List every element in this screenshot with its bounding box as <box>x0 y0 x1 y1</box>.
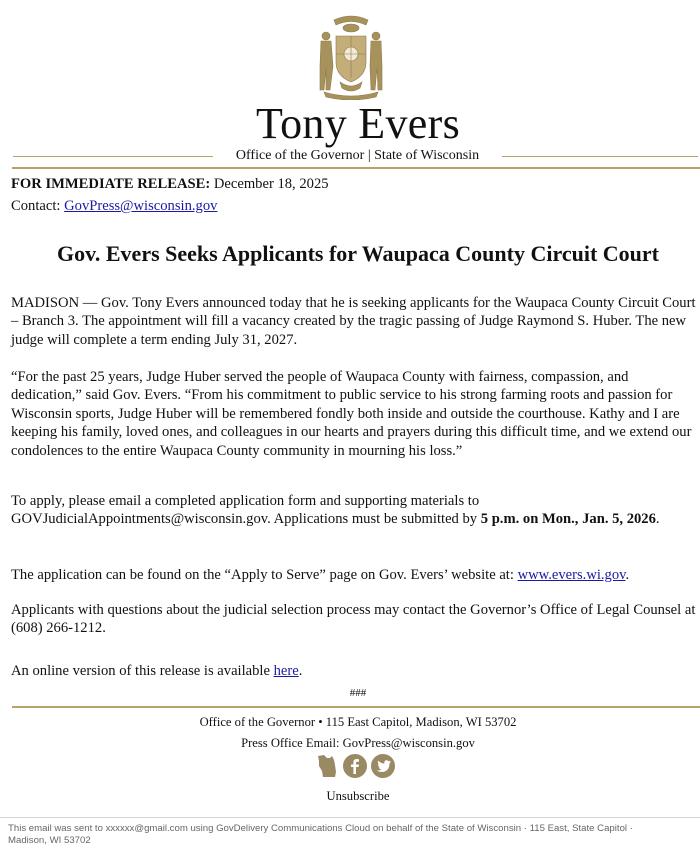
body-paragraph-4 <box>11 566 699 584</box>
governor-name-wordmark: Tony Evers <box>256 99 460 148</box>
twitter-icon[interactable] <box>371 754 395 778</box>
social-icons <box>315 753 395 779</box>
evers-website-link[interactable]: www.evers.wi.gov <box>517 567 626 583</box>
apply-text-end: . <box>655 511 660 528</box>
unsubscribe-link[interactable]: Unsubscribe <box>326 789 390 803</box>
apply-text: To apply, please email a completed application form and supporting materials to GOVJudicialAppointments@wisconsin.gov. Applications must be submitted by <box>11 493 481 528</box>
online-version-text: An online version of this release is available <box>11 663 274 679</box>
office-separator: | <box>367 148 371 163</box>
wisconsin-seal-logo <box>312 10 390 100</box>
office-subtitle <box>213 147 502 165</box>
header-rule-right <box>502 156 698 157</box>
headline: Gov. Evers Seeks Applicants for Waupaca County Circuit Court <box>56 241 659 266</box>
online-version-link[interactable]: here <box>273 663 299 679</box>
end-mark: ### <box>349 687 367 699</box>
header-divider <box>12 167 700 169</box>
disclaimer-divider <box>0 817 700 818</box>
deadline-text: 5 p.m. on Mon., Jan. 5, 2026 <box>480 511 656 528</box>
online-version-text-end: . <box>298 663 303 679</box>
email-disclaimer: This email was sent to xxxxxx@gmail.com using GovDelivery Communications Cloud on behalf of the State of Wisconsin · 115 East, State Capitol · Madison, WI 53702 <box>8 823 633 846</box>
header-rule-left <box>13 156 213 157</box>
release-line <box>11 175 699 193</box>
facebook-glyph-icon <box>348 758 362 774</box>
body-paragraph-3 <box>11 492 699 529</box>
state-label: State of Wisconsin <box>374 148 480 163</box>
body-paragraph-2: “For the past 25 years, Judge Huber served the people of Waupaca County with fairness, compassion, and dedication,” said Gov. Evers. “From his commitment to public service to his strong farming roots and passion for Wisconsin sports, Judge Huber will be remembered fondly both inside and outside the courthouse. Kathy and I are keeping his family, loved ones, and colleagues in our hearts and prayers during this difficult time, and we extend our condolences to the entire Waupaca County community in mourning his loss.” <box>11 369 692 459</box>
wisconsin-icon[interactable] <box>315 753 339 779</box>
body-paragraph-5: Applicants with questions about the judicial selection process may contact the Governor’s Office of Legal Counsel at (608) 266-1212. <box>11 602 696 637</box>
release-label: FOR IMMEDIATE RELEASE: <box>11 176 211 192</box>
footer-address: Office of the Governor • 115 East Capitol, Madison, WI 53702 <box>199 715 517 729</box>
contact-label: Contact: <box>11 198 61 214</box>
application-text-end: . <box>625 567 630 583</box>
facebook-icon[interactable] <box>343 754 367 778</box>
release-date: December 18, 2025 <box>213 176 329 192</box>
body-paragraph-1: MADISON — Gov. Tony Evers announced today that he is seeking applicants for the Waupaca County Circuit Court – Branch 3. The appointment will fill a vacancy created by the tragic passing of Judge Raymond S. Huber. The new judge will complete a term ending July 31, 2027. <box>11 295 696 348</box>
office-label: Office of the Governor <box>235 148 365 163</box>
application-text: The application can be found on the “Apply to Serve” page on Gov. Evers’ website at: <box>11 567 518 583</box>
footer-press-email: Press Office Email: GovPress@wisconsin.gov <box>241 736 475 750</box>
body-paragraph-6 <box>11 662 699 680</box>
footer-divider <box>12 706 700 708</box>
contact-line <box>11 197 699 215</box>
contact-email-link[interactable]: GovPress@wisconsin.gov <box>64 198 218 214</box>
twitter-bird-icon <box>376 760 391 773</box>
